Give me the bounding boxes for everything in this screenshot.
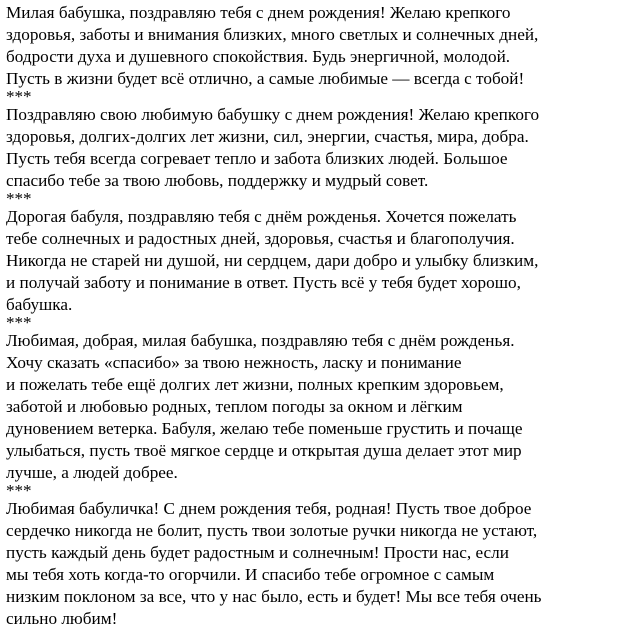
text-line: Пусть тебя всегда согревает тепло и забота близких людей. Большое [6, 149, 508, 168]
greeting-paragraph [6, 104, 618, 192]
text-line: Любимая бабуличка! С днем рождения тебя, родная! Пусть твое доброе [6, 499, 532, 518]
text-line: Поздравляю свою любимую бабушку с днем рождения! Желаю крепкого [6, 105, 540, 124]
text-line: пусть каждый день будет радостным и солнечным! Прости нас, если [6, 543, 509, 562]
text-line: бабушка. [6, 295, 73, 314]
separator: *** [6, 189, 32, 208]
text-line: Милая бабушка, поздравляю тебя с днем рождения! Желаю крепкого [6, 3, 511, 22]
separator: *** [6, 87, 32, 106]
text-line: сердечко никогда не болит, пусть твои золотые ручки никогда не устают, [6, 521, 538, 540]
separator: *** [6, 313, 32, 332]
text-line: и получай заботу и понимание в ответ. Пусть всё у тебя будет хорошо, [6, 273, 521, 292]
text-line: Любимая, добрая, милая бабушка, поздравляю тебя с днём рожденья. [6, 331, 515, 350]
text-line: здоровья, заботы и внимания близких, много светлых и солнечных дней, [6, 25, 539, 44]
text-line: Никогда не старей ни душой, ни сердцем, дари добро и улыбку близким, [6, 251, 539, 270]
text-line: улыбаться, пусть твоё мягкое сердце и открытая душа делает этот мир [6, 441, 522, 460]
greeting-paragraph [6, 2, 618, 90]
text-line: Пусть в жизни будет всё отлично, а самые любимые — всегда с тобой! [6, 69, 525, 88]
text-line: лучше, а людей добрее. [6, 463, 178, 482]
greeting-paragraph [6, 330, 618, 484]
text-line: мы тебя хоть когда-то огорчили. И спасибо тебе огромное с самым [6, 565, 495, 584]
text-line: и пожелать тебе ещё долгих лет жизни, полных крепким здоровьем, [6, 375, 504, 394]
separator: *** [6, 481, 32, 500]
text-line: Хочу сказать «спасибо» за твою нежность, ласку и понимание [6, 353, 462, 372]
greeting-paragraph [6, 498, 618, 630]
text-line: спасибо тебе за твою любовь, поддержку и мудрый совет. [6, 171, 429, 190]
text-line: бодрости духа и душевного спокойствия. Будь энергичной, молодой. [6, 47, 511, 66]
text-line: тебе солнечных и радостных дней, здоровья, счастья и благополучия. [6, 229, 515, 248]
text-line: низким поклоном за все, что у нас было, есть и будет! Мы все тебя очень [6, 587, 542, 606]
text-line: дуновением ветерка. Бабуля, желаю тебе поменьше грустить и почаще [6, 419, 523, 438]
text-line: заботой и любовью родных, теплом погоды за окном и лёгким [6, 397, 463, 416]
text-line: Дорогая бабуля, поздравляю тебя с днём рожденья. Хочется пожелать [6, 207, 517, 226]
text-line: здоровья, долгих-долгих лет жизни, сил, энергии, счастья, мира, добра. [6, 127, 529, 146]
greeting-paragraph [6, 206, 618, 316]
text-line: сильно любим! [6, 609, 118, 628]
